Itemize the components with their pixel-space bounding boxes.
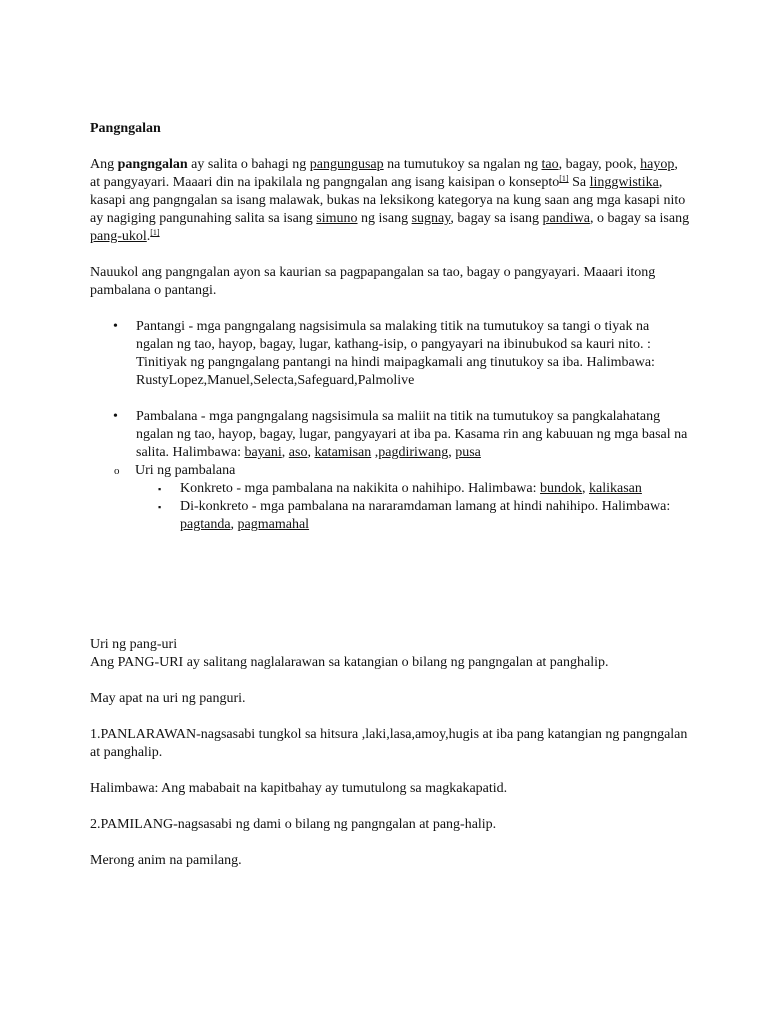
- text: na tumutukoy sa ngalan ng: [383, 157, 542, 172]
- text: ,: [281, 445, 289, 460]
- example-pusa[interactable]: pusa: [455, 445, 481, 460]
- square-bullet-icon: ▪: [158, 502, 162, 512]
- link-linggwistika[interactable]: linggwistika: [589, 175, 659, 190]
- text: ay salita o bahagi ng: [187, 157, 310, 172]
- link-simuno[interactable]: simuno: [316, 211, 358, 226]
- example-pagmamahal[interactable]: pagmamahal: [237, 517, 310, 532]
- sub-item-uri-ng-pambalana: [90, 462, 690, 480]
- sub-list: [90, 462, 690, 480]
- example-pagtanda[interactable]: pagtanda: [180, 517, 231, 532]
- bullet-icon: •: [113, 409, 118, 424]
- square-bullet-icon: ▪: [158, 484, 162, 494]
- definition-paragraph: [90, 156, 690, 246]
- text: Pambalana - mga pangngalang nagsisimula sa maliit na titik na tumutukoy sa pangkalahatang ngalan ng tao, hayop, bagay, lugar, pangyayari at iba pa. Kasama rin ang kabuuan ng mga basal na salita. Halimbawa:: [136, 409, 688, 460]
- document-section-pang-uri: [90, 636, 690, 870]
- text: , at pangyayari. Maaari din na ipakilala ng pangngalan ang isang kaisipan o konsepto: [90, 157, 678, 190]
- text: , bagay sa isang: [450, 211, 543, 226]
- text: ng isang: [357, 211, 412, 226]
- classification-paragraph: Nauukol ang pangngalan ayon sa kaurian sa pagpapangalan sa tao, bagay o pangyayari. Maaari itong pambalana o pantangi.: [90, 265, 656, 298]
- text: .: [146, 229, 151, 244]
- section-title: Uri ng pang-uri: [90, 637, 178, 652]
- text: Di-konkreto - mga pambalana na nararamdaman lamang at hindi nahihipo. Halimbawa:: [180, 499, 671, 514]
- text: ,: [448, 445, 456, 460]
- bullet-icon: •: [113, 319, 118, 334]
- text: Konkreto - mga pambalana na nakikita o nahihipo. Halimbawa:: [180, 481, 541, 496]
- example-aso[interactable]: aso: [288, 445, 308, 460]
- example-kalikasan[interactable]: kalikasan: [589, 481, 642, 496]
- text: Ang: [90, 157, 118, 172]
- circle-bullet-icon: o: [114, 465, 120, 477]
- bullet-list: [90, 318, 690, 462]
- text: , bagay, pook,: [558, 157, 641, 172]
- link-hayop[interactable]: hayop: [640, 157, 675, 172]
- link-pang-ukol[interactable]: pang-ukol: [90, 229, 147, 244]
- link-tao[interactable]: tao: [541, 157, 559, 172]
- text: Sa: [568, 175, 590, 190]
- footnote-ref[interactable]: [1]: [559, 174, 569, 183]
- text: ,: [230, 517, 238, 532]
- paragraph: 1.PANLARAWAN-nagsasabi tungkol sa hitsura ,laki,lasa,amoy,hugis at iba pang katangian ng pangngalan at panghalip.: [90, 727, 688, 760]
- subsub-item-di-konkreto: [90, 498, 690, 534]
- spacer: [90, 390, 690, 408]
- subsub-list: [90, 480, 690, 534]
- bullet-item-pambalana: [90, 408, 690, 462]
- bold-term: pangngalan: [117, 157, 188, 172]
- text: , o bagay sa isang: [589, 211, 690, 226]
- paragraph: Halimbawa: Ang mababait na kapitbahay ay tumutulong sa magkakapatid.: [90, 781, 508, 796]
- text: , kasapi ang pangngalan sa isang malawak, bukas na leksikong kategorya na kung saan ang mga kasapi nito ay nagiging pangunahing salita sa isang: [90, 175, 686, 226]
- paragraph: May apat na uri ng panguri.: [90, 691, 246, 706]
- example-bayani[interactable]: bayani: [244, 445, 282, 460]
- bullet-item-pantangi: [90, 318, 690, 390]
- paragraph: 2.PAMILANG-nagsasabi ng dami o bilang ng pangngalan at pang-halip.: [90, 817, 497, 832]
- section-title: Pangngalan: [90, 121, 161, 136]
- footnote-ref[interactable]: [1]: [150, 228, 160, 237]
- bullet-text: Pantangi - mga pangngalang nagsisimula sa malaking titik na tumutukoy sa tangi o tiyak na ngalan ng tao, hayop, bagay, lugar, kathang-isip, o pangyayari na ibinubukod sa kauri nito. : Tinitiyak ng pangngalang pantangi na hindi maipagkamali ang tinutukoy sa iba. Halimbawa: RustyLopez,Manuel,Selecta,Safeguard,Palmolive: [136, 319, 655, 388]
- example-katamisan[interactable]: katamisan: [314, 445, 372, 460]
- paragraph: Merong anim na pamilang.: [90, 853, 242, 868]
- text: ,: [307, 445, 315, 460]
- example-pagdiriwang[interactable]: pagdiriwang: [378, 445, 449, 460]
- subsub-item-konkreto: [90, 480, 690, 498]
- sub-item-label: Uri ng pambalana: [135, 463, 236, 478]
- example-bundok[interactable]: bundok: [540, 481, 583, 496]
- link-pangungusap[interactable]: pangungusap: [309, 157, 384, 172]
- intro-paragraph: Ang PANG-URI ay salitang naglalarawan sa katangian o bilang ng pangngalan at panghalip.: [90, 655, 609, 670]
- text: ,: [582, 481, 590, 496]
- link-pandiwa[interactable]: pandiwa: [542, 211, 590, 226]
- link-sugnay[interactable]: sugnay: [411, 211, 451, 226]
- document-section-pangngalan: [90, 120, 690, 534]
- text: ,: [371, 445, 379, 460]
